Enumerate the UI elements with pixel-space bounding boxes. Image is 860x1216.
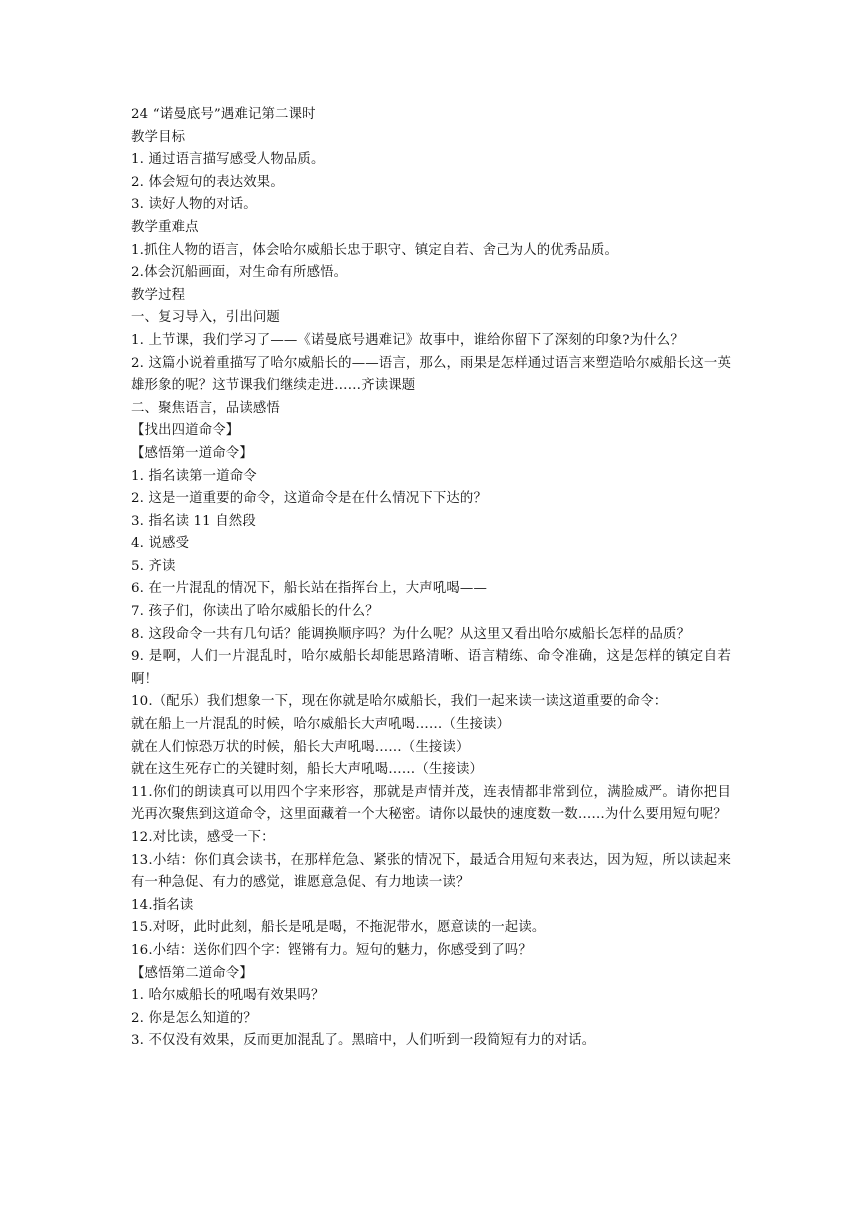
bracket-heading: 【感悟第一道命令】 [131, 445, 253, 461]
objective-item: 2. 体会短句的表达效果。 [131, 174, 284, 190]
bracket-heading: 【找出四道命令】 [131, 423, 240, 439]
process-item: 3. 指名读 11 自然段 [131, 513, 256, 529]
document-title: 24 “诺曼底号”遇难记第二课时 [131, 107, 316, 122]
reading-line: 就在船上一片混乱的时候，哈尔威船长大声吼喝……（生接读） [131, 717, 511, 733]
process-item: 6. 在一片混乱的情况下，船长站在指挥台上，大声吼喝—— [131, 581, 487, 597]
key-point-item: 2.体会沉船画面，对生命有所感悟。 [131, 265, 348, 281]
process-item: 8. 这段命令一共有几句话？能调换顺序吗？为什么呢？从这里又看出哈尔威船长怎样的品质？ [131, 626, 691, 642]
objective-item: 1. 通过语言描写感受人物品质。 [131, 152, 325, 168]
document-page [131, 104, 731, 1053]
reading-line: 就在这生死存亡的关键时刻，船长大声吼喝……（生接读） [131, 762, 484, 778]
subsection-heading: 二、聚焦语言，品读感悟 [131, 400, 280, 416]
process-item: 1. 指名读第一道命令 [131, 468, 257, 484]
process-item: 2. 你是怎么知道的？ [131, 1010, 257, 1026]
section-heading-objectives: 教学目标 [131, 129, 186, 145]
process-item: 2. 这是一道重要的命令，这道命令是在什么情况下下达的？ [131, 491, 487, 507]
objective-item: 3. 读好人物的对话。 [131, 197, 257, 213]
section-heading-key-points: 教学重难点 [131, 219, 199, 235]
key-point-item: 1.抓住人物的语言，体会哈尔威船长忠于职守、镇定自若、舍己为人的优秀品质。 [131, 242, 618, 258]
section-heading-process: 教学过程 [131, 287, 186, 303]
process-item: 16.小结：送你们四个字：铿锵有力。短句的魅力，你感受到了吗？ [131, 942, 532, 958]
process-item: 7. 孩子们，你读出了哈尔威船长的什么？ [131, 604, 379, 620]
process-item: 12.对比读，感受一下： [131, 830, 275, 845]
process-item: 9. 是啊，人们一片混乱时，哈尔威船长却能思路清晰、语言精练、命令准确，这是怎样的镇定自若啊！ [131, 649, 731, 687]
process-item: 15.对呀，此时此刻，船长是吼是喝，不拖泥带水，愿意读的一起读。 [131, 920, 546, 936]
process-item: 1. 哈尔威船长的吼喝有效果吗？ [131, 988, 325, 1004]
process-item: 13.小结：你们真会读书，在那样危急、紧张的情况下，最适合用短句来表达，因为短，所以读起来有一种急促、有力的感觉，谁愿意急促、有力地读一读？ [131, 852, 731, 891]
process-item: 4. 说感受 [131, 536, 190, 552]
process-item: 5. 齐读 [131, 558, 176, 574]
process-item: 1. 上节课，我们学习了——《诺曼底号遇难记》故事中，谁给你留下了深刻的印象?为什么？ [131, 332, 684, 348]
subsection-heading: 一、复习导入，引出问题 [131, 310, 280, 326]
process-item: 11.你们的朗读真可以用四个字来形容，那就是声情并茂，连表情都非常到位，满脸威严。请你把目光再次聚焦到这道命令，这里面藏着一个大秘密。请你以最快的速度数一数……为什么要用短句呢？ [131, 784, 731, 823]
process-item: 10.（配乐）我们想象一下，现在你就是哈尔威船长，我们一起来读一读这道重要的命令： [131, 694, 668, 710]
process-item: 3. 不仅没有效果，反而更加混乱了。黑暗中，人们听到一段简短有力的对话。 [131, 1033, 596, 1049]
process-item: 14.指名读 [131, 897, 194, 913]
reading-line: 就在人们惊恐万状的时候，船长大声吼喝……（生接读） [131, 739, 470, 755]
process-item: 2. 这篇小说着重描写了哈尔威船长的——语言，那么，雨果是怎样通过语言来塑造哈尔威船长这一英雄形象的呢？这节课我们继续走进……齐读课题 [131, 355, 731, 394]
bracket-heading: 【感悟第二道命令】 [131, 965, 253, 981]
